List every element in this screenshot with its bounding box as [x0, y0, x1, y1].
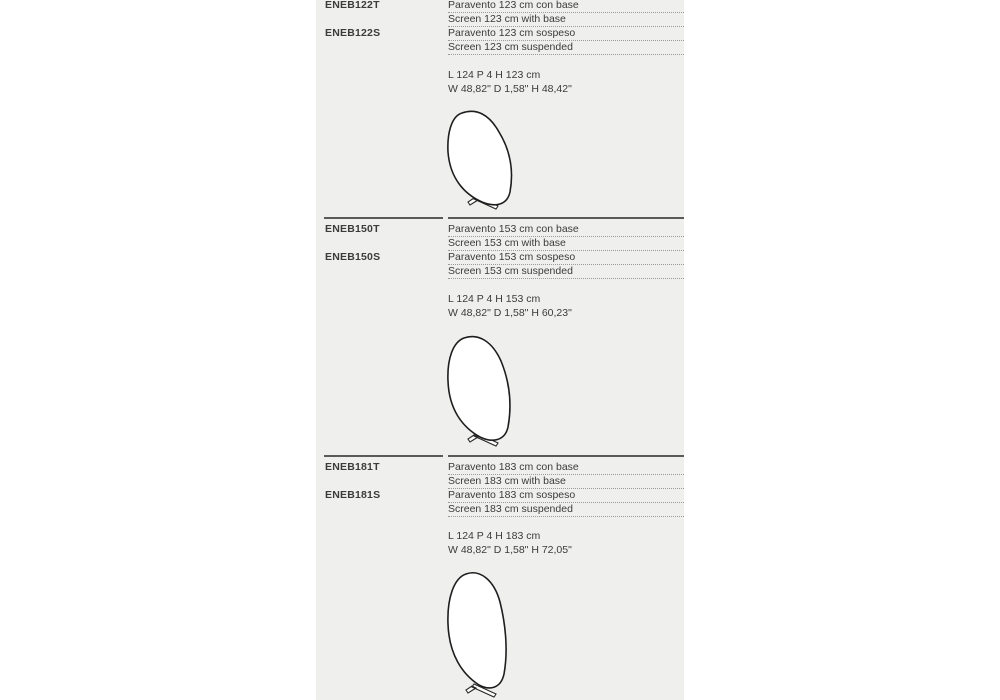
dimensions-in: W 48,82" D 1,58" H 48,42" — [448, 83, 572, 95]
product-description: Screen 153 cm with base — [448, 237, 684, 251]
product-code: ENEB150S — [325, 251, 381, 263]
product-description: Paravento 183 cm sospeso — [448, 489, 684, 503]
product-description: Screen 183 cm with base — [448, 475, 684, 489]
dimensions-cm: L 124 P 4 H 153 cm — [448, 293, 541, 305]
divider-line — [324, 217, 443, 219]
product-code: ENEB150T — [325, 223, 380, 235]
product-description: Paravento 123 cm sospeso — [448, 27, 684, 41]
product-description: Screen 183 cm suspended — [448, 503, 684, 517]
product-code: ENEB122T — [325, 0, 380, 11]
screen-panel — [448, 337, 510, 441]
product-description: Paravento 183 cm con base — [448, 461, 684, 475]
screen-with-base-icon — [444, 108, 520, 212]
dimensions-in: W 48,82" D 1,58" H 72,05" — [448, 544, 572, 556]
product-description: Paravento 153 cm sospeso — [448, 251, 684, 265]
screen-with-base-icon — [444, 333, 520, 449]
screen-with-base-icon — [444, 570, 520, 700]
divider-line — [448, 455, 684, 457]
product-description: Screen 123 cm with base — [448, 13, 684, 27]
product-description: Screen 123 cm suspended — [448, 41, 684, 55]
product-spec-panel — [316, 0, 684, 700]
product-description: Screen 153 cm suspended — [448, 265, 684, 279]
product-description: Paravento 153 cm con base — [448, 223, 684, 237]
dimensions-cm: L 124 P 4 H 123 cm — [448, 69, 541, 81]
dimensions-in: W 48,82" D 1,58" H 60,23" — [448, 307, 572, 319]
product-code: ENEB181S — [325, 489, 381, 501]
divider-line — [324, 455, 443, 457]
dimensions-cm: L 124 P 4 H 183 cm — [448, 530, 541, 542]
product-description: Paravento 123 cm con base — [448, 0, 684, 13]
product-code: ENEB181T — [325, 461, 380, 473]
product-code: ENEB122S — [325, 27, 381, 39]
divider-line — [448, 217, 684, 219]
screen-panel — [448, 573, 506, 688]
screen-panel — [448, 111, 512, 204]
